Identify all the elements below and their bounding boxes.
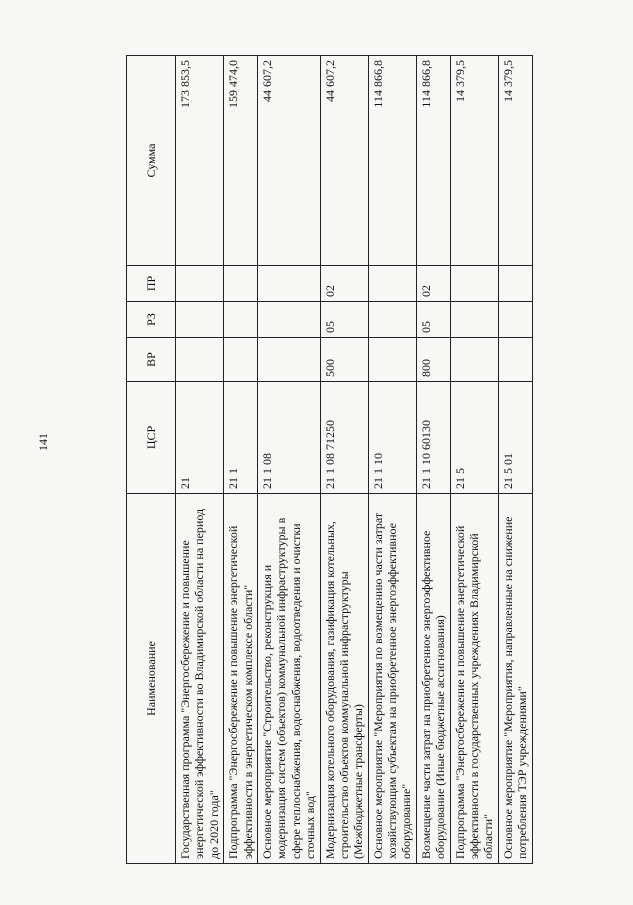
cell-pr xyxy=(498,266,532,302)
cell-sum: 44 607,2 xyxy=(320,56,368,266)
cell-vr xyxy=(257,338,320,382)
cell-pr: 02 xyxy=(416,266,450,302)
cell-pr xyxy=(257,266,320,302)
cell-rz xyxy=(450,302,498,338)
cell-csr: 21 1 10 xyxy=(368,382,416,494)
cell-vr xyxy=(176,338,224,382)
cell-rz xyxy=(257,302,320,338)
cell-pr xyxy=(368,266,416,302)
cell-name: Возмещение части затрат на приобретенное энергоэффективное оборудование (Иные бюджетные ассигнования) xyxy=(416,494,450,864)
cell-name: Основное мероприятие "Строительство, реконструкция и модернизация систем (объектов) коммунальной инфраструктуры в сфере теплоснабжения, водоснабжения, водоотведения и очистки сточных вод" xyxy=(257,494,320,864)
cell-name: Подпрограмма "Энергосбережение и повышение энергетической эффективности в государственных учреждениях Владимирской области" xyxy=(450,494,498,864)
cell-sum: 14 379,5 xyxy=(450,56,498,266)
table-row xyxy=(257,56,320,864)
table-row xyxy=(498,56,532,864)
cell-sum: 14 379,5 xyxy=(498,56,532,266)
header-name: Наименование xyxy=(127,494,176,864)
cell-sum: 44 607,2 xyxy=(257,56,320,266)
cell-csr: 21 1 08 xyxy=(257,382,320,494)
budget-table xyxy=(126,55,533,864)
table-row xyxy=(320,56,368,864)
cell-sum: 173 853,5 xyxy=(176,56,224,266)
cell-name: Модернизация котельного оборудования, газификация котельных, строительство объектов коммунальной инфраструктуры (Межбюджетные трансферты) xyxy=(320,494,368,864)
cell-name: Подпрограмма "Энергосбережение и повышение энергетической эффективности в энергетическом комплексе области" xyxy=(224,494,258,864)
cell-pr xyxy=(450,266,498,302)
cell-rz: 05 xyxy=(416,302,450,338)
cell-rz xyxy=(368,302,416,338)
cell-name: Основное мероприятие "Мероприятия, направленные на снижение потребления ТЭР учреждениями" xyxy=(498,494,532,864)
cell-csr: 21 1 xyxy=(224,382,258,494)
budget-table-sheet xyxy=(126,56,530,864)
cell-csr: 21 1 10 60130 xyxy=(416,382,450,494)
table-row xyxy=(416,56,450,864)
cell-sum: 114 866,8 xyxy=(416,56,450,266)
cell-vr xyxy=(450,338,498,382)
cell-sum: 114 866,8 xyxy=(368,56,416,266)
table-header-row xyxy=(127,56,176,864)
page-number: 141 xyxy=(36,433,50,451)
cell-rz xyxy=(176,302,224,338)
cell-name: Государственная программа "Энергосбережение и повышение энергетической эффективности во Владимирской области на период до 2020 года" xyxy=(176,494,224,864)
cell-pr xyxy=(224,266,258,302)
cell-pr xyxy=(176,266,224,302)
table-row xyxy=(450,56,498,864)
cell-sum: 159 474,0 xyxy=(224,56,258,266)
table-row xyxy=(224,56,258,864)
cell-rz: 05 xyxy=(320,302,368,338)
cell-csr: 21 1 08 71250 xyxy=(320,382,368,494)
table-row xyxy=(368,56,416,864)
cell-rz xyxy=(498,302,532,338)
header-csr: ЦСР xyxy=(127,382,176,494)
cell-rz xyxy=(224,302,258,338)
cell-vr xyxy=(224,338,258,382)
header-vr: ВР xyxy=(127,338,176,382)
cell-csr: 21 5 01 xyxy=(498,382,532,494)
header-sum: Сумма xyxy=(127,56,176,266)
cell-name: Основное мероприятие "Мероприятия по возмещению части затрат хозяйствующим субъектам на приобретенное энергоэффективное оборудование" xyxy=(368,494,416,864)
cell-vr: 500 xyxy=(320,338,368,382)
header-pr: ПР xyxy=(127,266,176,302)
cell-vr: 800 xyxy=(416,338,450,382)
header-rz: РЗ xyxy=(127,302,176,338)
table-row xyxy=(176,56,224,864)
cell-csr: 21 xyxy=(176,382,224,494)
cell-csr: 21 5 xyxy=(450,382,498,494)
cell-pr: 02 xyxy=(320,266,368,302)
cell-vr xyxy=(498,338,532,382)
cell-vr xyxy=(368,338,416,382)
